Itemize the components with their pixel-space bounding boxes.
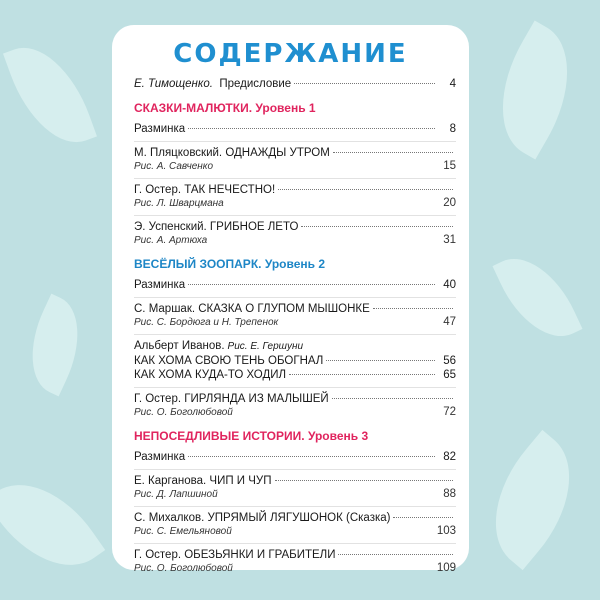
- page-number: 82: [443, 451, 456, 463]
- leader-dots: [393, 517, 453, 518]
- page-number: 15: [443, 160, 456, 172]
- toc-entry[interactable]: [134, 302, 456, 329]
- toc-line: [134, 368, 456, 382]
- entry-title: Э. Успенский. ГРИБНОЕ ЛЕТО: [134, 221, 299, 233]
- page-number: 56: [443, 355, 456, 367]
- page-number: 8: [449, 123, 456, 135]
- toc-entry-intro[interactable]: [134, 77, 456, 91]
- leader-dots: [373, 308, 453, 309]
- page-number: 47: [443, 316, 456, 328]
- toc-line: [134, 122, 456, 136]
- entry-title: С. Маршак. СКАЗКА О ГЛУПОМ МЫШОНКЕ: [134, 303, 370, 315]
- illustrator: Рис. С. Бордюга и Н. Трепенок: [134, 317, 279, 328]
- entry-author: Альберт Иванов.: [134, 340, 225, 352]
- leader-dots: [188, 284, 435, 285]
- leader-dots: [275, 480, 454, 481]
- divider: [134, 387, 456, 388]
- toc-line: [134, 339, 456, 354]
- leaf-decoration: [465, 430, 600, 570]
- toc-line: [134, 183, 456, 197]
- toc-entry[interactable]: [134, 146, 456, 173]
- leaf-decoration: [13, 294, 96, 397]
- toc-line: [134, 392, 456, 406]
- section-level: Уровень 3: [307, 429, 369, 443]
- leaf-decoration: [3, 33, 97, 157]
- divider: [134, 543, 456, 544]
- section-heading: [134, 257, 456, 272]
- illustrator: Рис. Л. Шварцмана: [134, 198, 224, 209]
- page-number: 20: [443, 197, 456, 209]
- leader-dots: [338, 554, 453, 555]
- leader-dots: [188, 456, 435, 457]
- toc-line: [134, 511, 456, 525]
- toc-line: [134, 278, 456, 292]
- divider: [134, 141, 456, 142]
- divider: [134, 334, 456, 335]
- divider: [134, 469, 456, 470]
- illustrator-row: [134, 197, 456, 210]
- illustrator-row: [134, 488, 456, 501]
- page-number: 40: [443, 279, 456, 291]
- entry-title: Г. Остер. ОБЕЗЬЯНКИ И ГРАБИТЕЛИ: [134, 549, 336, 561]
- section-heading: [134, 101, 456, 116]
- entry-title: Разминка: [134, 451, 186, 463]
- intro-title: Предисловие: [219, 78, 292, 90]
- entry-title: Г. Остер. ТАК НЕЧЕСТНО!: [134, 184, 276, 196]
- toc-entry[interactable]: [134, 511, 456, 538]
- entry-title: М. Пляцковский. ОДНАЖДЫ УТРОМ: [134, 147, 330, 159]
- contents-card: [112, 25, 469, 574]
- illustrator: Рис. Д. Лапшиной: [134, 489, 218, 500]
- divider: [134, 506, 456, 507]
- table-of-contents: [134, 77, 456, 580]
- page-number: 88: [443, 488, 456, 500]
- illustrator-row: [134, 316, 456, 329]
- leader-dots: [289, 374, 435, 375]
- illustrator: Рис. А. Савченко: [134, 161, 214, 172]
- divider: [134, 215, 456, 216]
- section-label: СКАЗКИ-МАЛЮТКИ.: [134, 101, 253, 115]
- entry-title: Е. Карганова. ЧИП И ЧУП: [134, 475, 272, 487]
- page-number: 4: [449, 78, 456, 90]
- toc-entry[interactable]: [134, 220, 456, 247]
- page-number: 72: [443, 406, 456, 418]
- illustrator: Рис. О. Боголюбовой: [134, 407, 233, 418]
- toc-line: [134, 548, 456, 562]
- illustrator: Рис. С. Емельяновой: [134, 526, 232, 537]
- page-number: 31: [443, 234, 456, 246]
- page-title: СОДЕРЖАНИЕ: [173, 39, 408, 69]
- section-level: Уровень 1: [255, 101, 316, 115]
- illustrator: Рис. Е. Гершуни: [227, 341, 304, 352]
- leader-dots: [333, 152, 453, 153]
- section-label: НЕПОСЕДЛИВЫЕ ИСТОРИИ.: [134, 429, 305, 443]
- toc-line: [134, 450, 456, 464]
- page-number: 103: [436, 525, 456, 537]
- toc-line: [134, 146, 456, 160]
- illustrator-row: [134, 525, 456, 538]
- section-heading: [134, 429, 456, 444]
- entry-title: Разминка: [134, 123, 186, 135]
- leaf-decoration: [0, 460, 105, 590]
- toc-line: [134, 302, 456, 316]
- toc-line: [134, 474, 456, 488]
- section-label: ВЕСЁЛЫЙ ЗООПАРК.: [134, 257, 262, 271]
- entry-title: КАК ХОМА КУДА-ТО ХОДИЛ: [134, 369, 287, 381]
- illustrator-row: [134, 160, 456, 173]
- leader-dots: [326, 360, 435, 361]
- toc-entry[interactable]: [134, 474, 456, 501]
- leader-dots: [188, 128, 435, 129]
- leader-dots: [301, 226, 453, 227]
- leader-dots: [278, 189, 453, 190]
- illustrator-row: [134, 406, 456, 419]
- divider: [134, 178, 456, 179]
- toc-entry[interactable]: [134, 548, 456, 575]
- toc-entry[interactable]: [134, 122, 456, 136]
- entry-title: Г. Остер. ГИРЛЯНДА ИЗ МАЛЫШЕЙ: [134, 393, 329, 405]
- page-number: 109: [436, 562, 456, 574]
- illustrator: Рис. А. Артюха: [134, 235, 208, 246]
- toc-entry[interactable]: [134, 278, 456, 292]
- illustrator-row: [134, 234, 456, 247]
- section-level: Уровень 2: [264, 257, 326, 271]
- toc-line: [134, 220, 456, 234]
- entry-title: КАК ХОМА СВОЮ ТЕНЬ ОБОГНАЛ: [134, 355, 324, 367]
- leaf-decoration: [475, 21, 596, 160]
- page-number: 65: [443, 369, 456, 381]
- leader-dots: [332, 398, 453, 399]
- intro-author: Е. Тимощенко.: [134, 78, 213, 90]
- divider: [134, 297, 456, 298]
- entry-title: Разминка: [134, 279, 186, 291]
- toc-entry[interactable]: [134, 339, 456, 382]
- entry-title: С. Михалков. УПРЯМЫЙ ЛЯГУШОНОК (Сказка): [134, 512, 391, 524]
- toc-entry[interactable]: [134, 450, 456, 464]
- illustrator-row: [134, 562, 456, 575]
- leaf-decoration: [493, 243, 583, 352]
- illustrator: Рис. О. Боголюбовой: [134, 563, 233, 574]
- toc-entry[interactable]: [134, 183, 456, 210]
- toc-entry[interactable]: [134, 392, 456, 419]
- toc-line: [134, 354, 456, 368]
